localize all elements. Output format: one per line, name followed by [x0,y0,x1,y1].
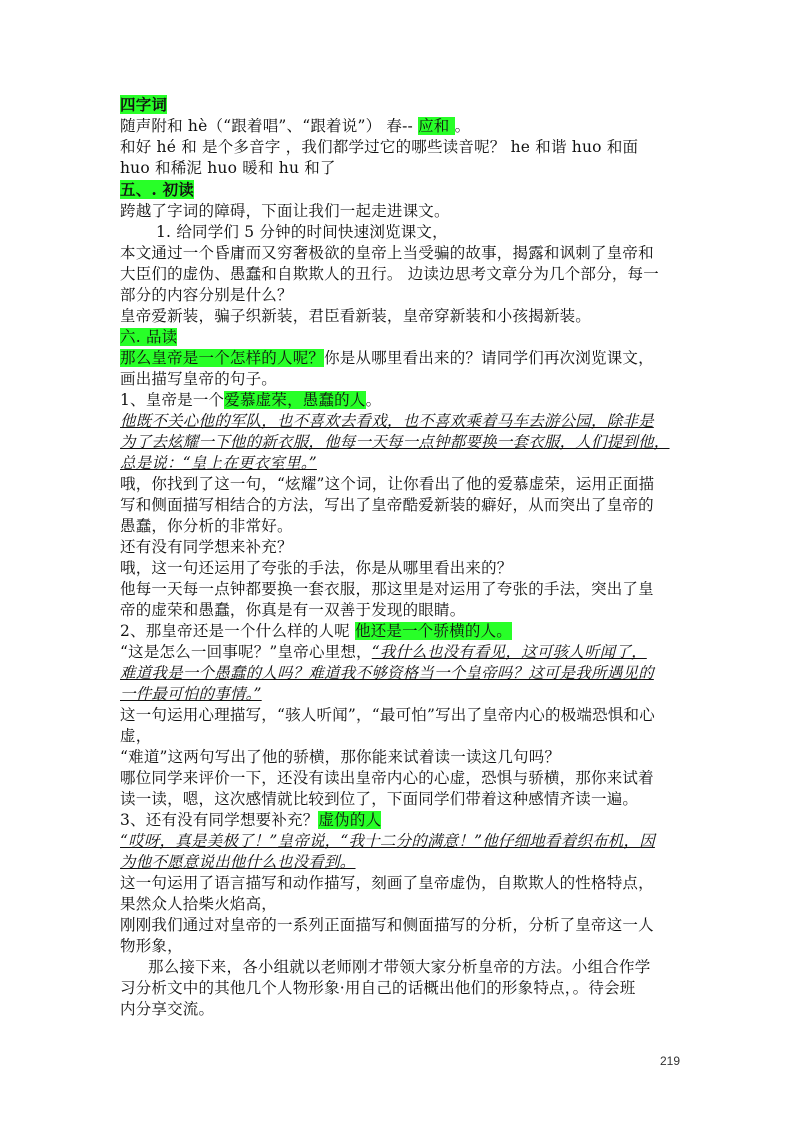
text-line [120,831,684,852]
text-line [120,327,684,348]
text-span: 3、还有没有同学想要补充？ [120,811,319,829]
text-line [120,474,684,495]
text-line [120,894,684,915]
highlighted-text: 爱慕虚荣，愚蠢的人 [224,391,366,409]
text-span: 他每一天每一点钟都要换一套衣服，那这里是对运用了夸张的手法，突出了皇 [120,580,654,598]
quoted-text: 为他不愿意说出他什么也没看到。 [120,853,356,871]
text-line [120,978,684,999]
text-line [120,558,684,579]
text-line [120,201,684,222]
text-line [120,179,684,201]
text-line [120,306,684,327]
text-span: 这一句运用心理描写，“骇人听闻”，“最可怕”写出了皇帝内心的极端恐惧和心 [120,706,655,724]
text-line [120,789,684,810]
quoted-text: 一件最可怕的事情。” [120,685,262,703]
text-line [120,663,684,684]
text-line [120,411,684,432]
text-line [120,453,684,474]
text-span: 哦，你找到了这一句，“炫耀”这个词，让你看出了他的爱慕虚荣，运用正面描 [120,475,655,493]
quoted-text: 为了去炫耀一下他的新衣服，他每一天每一点钟都要换一套衣服，人们提到他， [120,433,670,451]
highlighted-text: 虚伪的人 [318,811,382,829]
text-span: 1. 给同学们 5 分钟的时间快速浏览课文， [156,223,448,241]
text-line [120,621,684,642]
text-line [120,390,684,411]
text-span: “难道”这两句写出了他的骄横，那你能来试着读一读这几句吗？ [120,748,561,766]
text-line [120,348,684,369]
text-line [120,537,684,558]
text-span: 本文通过一个昏庸而又穷奢极欲的皇帝上当受骗的故事，揭露和讽刺了皇帝和 [120,244,654,262]
text-span: “这是怎么一回事呢？”皇帝心里想， [120,643,372,661]
text-line [120,516,684,537]
text-span: 物形象， [120,937,183,955]
text-line [120,94,684,116]
quoted-text: “哎呀，真是美极了！”皇帝说，“我十二分的满意！”他仔细地看着织布机，因 [120,832,655,850]
text-line [120,915,684,936]
text-span: 读一读，嗯，这次感情就比较到位了，下面同学们带着这种感情齐读一遍。 [120,790,639,808]
highlighted-text: 应和 [418,117,455,135]
highlighted-text: 五、. 初读 [120,180,194,199]
quoted-text: 他既不关心他的军队，也不喜欢去看戏，也不喜欢乘着马车去游公园，除非是 [120,412,654,430]
highlighted-text: 那么皇帝是一个怎样的人呢？ [120,349,325,367]
text-line [120,116,684,137]
text-line [120,999,684,1020]
text-line [120,158,684,179]
text-line [120,432,684,453]
text-line [120,873,684,894]
text-line [120,579,684,600]
text-span: 你是从哪里看出来的？请同学们再次浏览课文， [324,349,654,367]
text-span: 愚蠢，你分析的非常好。 [120,517,293,535]
text-span: 帝的虚荣和愚蠢，你真是有一双善于发现的眼睛。 [120,601,466,619]
quoted-text: 难道我是一个愚蠢的人吗？难道我不够资格当一个皇帝吗？这可是我所遇见的 [120,664,654,682]
text-line [120,243,684,264]
text-span: 果然众人拾柴火焰高， [120,895,278,913]
text-span: 。 [365,391,382,409]
text-line [120,642,684,663]
text-span: 跨越了字词的障碍，下面让我们一起走进课文。 [120,202,450,220]
text-line [120,137,684,158]
text-span: 刚刚我们通过对皇帝的一系列正面描写和侧面描写的分析，分析了皇帝这一人 [120,916,654,934]
text-line [120,369,684,390]
text-span: 部分的内容分别是什么？ [120,286,293,304]
text-span: 哦，这一句还运用了夸张的手法，你是从哪里看出来的？ [120,559,513,577]
quoted-text: 总是说：“皇上在更衣室里。” [120,454,317,472]
text-line [120,810,684,831]
text-span: 写和侧面描写相结合的方法，写出了皇帝酷爱新装的癖好，从而突出了皇帝的 [120,496,654,514]
text-span: 还有没有同学想来补充？ [120,538,293,556]
highlighted-text: 四字词 [120,95,168,114]
text-span: 和好 hé 和 是个多音字 ，我们都学过它的哪些读音呢？ he 和谐 huo 和面 [120,138,639,156]
text-span: 2、那皇帝还是一个什么样的人呢 [120,622,355,640]
text-span: huo 和稀泥 huo 暖和 hu 和了 [120,159,336,177]
text-span: 虚， [120,727,152,745]
text-line [120,684,684,705]
text-line [120,264,684,285]
text-line [120,726,684,747]
text-span: 皇帝爱新装，骗子织新装，君臣看新装，皇帝穿新装和小孩揭新装。 [120,307,592,325]
text-line [120,747,684,768]
text-span: 大臣们的虚伪、愚蠢和自欺欺人的丑行。 边读边思考文章分为几个部分，每一 [120,265,659,283]
highlighted-text: 六. 品读 [120,328,178,346]
text-line [120,705,684,726]
text-line [120,852,684,873]
text-span: 画出描写皇帝的句子。 [120,370,278,388]
highlighted-text: 他还是一个骄横的人。 [355,622,513,640]
text-span: 内分享交流。 [120,1000,215,1018]
text-line [120,285,684,306]
page-number: 219 [660,1054,681,1068]
text-line [120,600,684,621]
text-span: 1、皇帝是一个 [120,391,225,409]
text-line [120,495,684,516]
text-span: 哪位同学来评价一下，还没有读出皇帝内心的心虚，恐惧与骄横，那你来试着 [120,769,654,787]
text-span: 随声附和 hè（“跟着唱”、“跟着说”） 春-- [120,117,419,135]
quoted-text: “我什么也没有看见，这可骇人听闻了， [371,643,647,661]
text-span: 习分析文中的其他几个人物形象·用自己的话概出他们的形象特点，。待会班 [120,979,636,997]
text-span: 这一句运用了语言描写和动作描写，刻画了皇帝虚伪，自欺欺人的性格特点， [120,874,654,892]
text-line [120,936,684,957]
text-span: 那么接下来，各小组就以老师刚才带领大家分析皇帝的方法。小组合作学 [148,958,651,976]
text-line [120,768,684,789]
text-line [120,957,684,978]
text-line [120,222,684,243]
document-body [120,94,684,1020]
text-span: 。 [454,117,471,135]
